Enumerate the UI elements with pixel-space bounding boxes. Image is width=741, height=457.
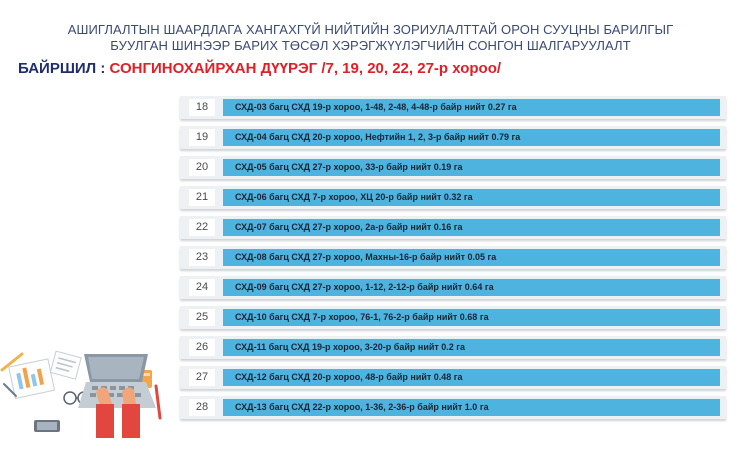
item-text: СХД-05 багц СХД 27-р хороо, 33-р байр нийт 0.19 га — [235, 162, 463, 172]
item-number: 20 — [189, 159, 215, 176]
package-list — [180, 96, 726, 426]
item-number: 24 — [189, 279, 215, 296]
item-text: СХД-11 багц СХД 19-р хороо, 3-20-р байр нийт 0.2 га — [235, 342, 466, 352]
list-item — [180, 336, 726, 359]
list-item — [180, 306, 726, 329]
list-item — [180, 126, 726, 149]
item-text: СХД-12 багц СХД 20-р хороо, 48-р байр нийт 0.48 га — [235, 372, 463, 382]
title-line-1: АШИГЛАЛТЫН ШААРДЛАГА ХАНГАХГҮЙ НИЙТИЙН ЗОРИУЛАЛТТАЙ ОРОН СУУЦНЫ БАРИЛГЫГ — [67, 22, 674, 37]
list-item — [180, 396, 726, 419]
location-value: СОНГИНОХАЙРХАН ДҮҮРЭГ /7, 19, 20, 22, 27-р хороо/ — [109, 60, 502, 77]
laptop-workspace-icon — [0, 340, 175, 445]
location-heading — [18, 60, 501, 77]
item-text: СХД-08 багц СХД 27-р хороо, Махны-16-р байр нийт 0.05 га — [235, 252, 497, 262]
item-bar — [223, 99, 720, 116]
item-text: СХД-04 багц СХД 20-р хороо, Нефтийн 1, 2, 3-р байр нийт 0.79 га — [235, 132, 521, 142]
list-item — [180, 216, 726, 239]
list-item — [180, 156, 726, 179]
item-bar — [223, 129, 720, 146]
item-number: 19 — [189, 129, 215, 146]
item-number: 26 — [189, 339, 215, 356]
list-item — [180, 186, 726, 209]
item-number: 28 — [189, 399, 215, 416]
item-text: СХД-09 багц СХД 27-р хороо, 1-12, 2-12-р байр нийт 0.64 га — [235, 282, 494, 292]
item-number: 18 — [189, 99, 215, 116]
item-text: СХД-07 багц СХД 27-р хороо, 2а-р байр нийт 0.16 га — [235, 222, 463, 232]
page-title — [18, 22, 723, 54]
item-text: СХД-10 багц СХД 7-р хороо, 76-1, 76-2-р байр нийт 0.68 га — [235, 312, 489, 322]
item-text: СХД-03 багц СХД 19-р хороо, 1-48, 2-48, 4-48-р байр нийт 0.27 га — [235, 102, 517, 112]
list-item — [180, 96, 726, 119]
item-number: 25 — [189, 309, 215, 326]
item-number: 23 — [189, 249, 215, 266]
item-bar — [223, 309, 720, 326]
item-number: 21 — [189, 189, 215, 206]
item-bar — [223, 339, 720, 356]
item-bar — [223, 369, 720, 386]
item-bar — [223, 249, 720, 266]
item-text: СХД-06 багц СХД 7-р хороо, ХЦ 20-р байр нийт 0.32 га — [235, 192, 473, 202]
list-item — [180, 366, 726, 389]
list-item — [180, 246, 726, 269]
title-line-2: БУУЛГАН ШИНЭЭР БАРИХ ТӨСӨЛ ХЭРЭГЖҮҮЛЭГЧИЙН СОНГОН ШАЛГАРУУЛАЛТ — [110, 38, 631, 53]
item-bar — [223, 399, 720, 416]
item-bar — [223, 219, 720, 236]
item-bar — [223, 159, 720, 176]
item-bar — [223, 189, 720, 206]
location-label: БАЙРШИЛ : — [18, 60, 110, 77]
item-text: СХД-13 багц СХД 22-р хороо, 1-36, 2-36-р байр нийт 1.0 га — [235, 402, 489, 412]
list-item — [180, 276, 726, 299]
item-bar — [223, 279, 720, 296]
item-number: 22 — [189, 219, 215, 236]
item-number: 27 — [189, 369, 215, 386]
